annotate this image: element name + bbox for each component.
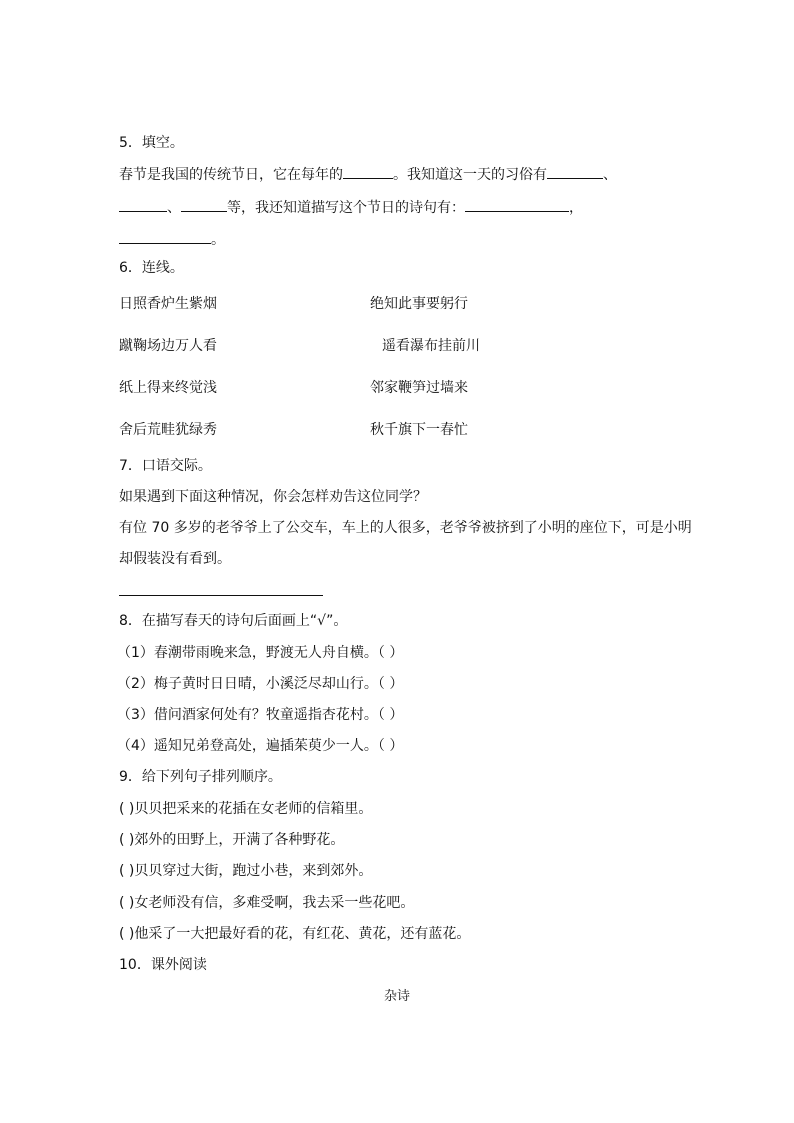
q5-text-4: 、 bbox=[167, 200, 181, 216]
q5-blank-custom-3[interactable] bbox=[181, 197, 227, 212]
q7-scenario-2: 却假装没有看到。 bbox=[119, 551, 231, 567]
q6-right-2[interactable]: 遥看瀑布挂前川 bbox=[382, 338, 480, 354]
q8-item-4[interactable]: （4）遥知兄弟登高处，遍插茱萸少一人。（ ） bbox=[117, 738, 404, 754]
q6-left-1[interactable]: 日照香炉生紫烟 bbox=[119, 296, 217, 312]
q6-right-3[interactable]: 邻家鞭笋过墙来 bbox=[370, 380, 468, 396]
q5-line-2 bbox=[119, 197, 583, 218]
q5-blank-custom-1[interactable] bbox=[547, 164, 603, 179]
q7-scenario-1: 有位 70 多岁的老爷爷上了公交车，车上的人很多，老爷爷被挤到了小明的座位下，可是小明 bbox=[119, 520, 692, 536]
q5-blank-date[interactable] bbox=[343, 164, 393, 179]
q5-text-2: 。我知道这一天的习俗有 bbox=[393, 167, 547, 183]
q5-text-5: 等，我还知道描写这个节日的诗句有： bbox=[227, 200, 465, 216]
q5-text-6: ， bbox=[569, 200, 583, 216]
q8-item-1[interactable]: （1）春潮带雨晚来急，野渡无人舟自横。（ ） bbox=[117, 645, 404, 661]
q5-title: 5．填空。 bbox=[119, 135, 184, 151]
q7-answer-line[interactable] bbox=[119, 595, 323, 596]
q9-title: 9．给下列句子排列顺序。 bbox=[119, 769, 282, 785]
q8-item-2[interactable]: （2）梅子黄时日日晴，小溪泛尽却山行。（ ） bbox=[117, 676, 404, 692]
q6-title: 6．连线。 bbox=[119, 260, 184, 276]
q5-text-1: 春节是我国的传统节日，它在每年的 bbox=[119, 167, 343, 183]
q5-line-3 bbox=[119, 229, 225, 250]
q8-title: 8．在描写春天的诗句后面画上“√”。 bbox=[119, 613, 348, 629]
q10-poem-title: 杂诗 bbox=[383, 989, 410, 1004]
q5-line-1 bbox=[119, 164, 617, 185]
q6-left-2[interactable]: 蹴鞠场边万人看 bbox=[119, 338, 217, 354]
q7-title: 7．口语交际。 bbox=[119, 458, 212, 474]
q6-left-3[interactable]: 纸上得来终觉浅 bbox=[119, 380, 217, 396]
q6-left-4[interactable]: 舍后荒畦犹绿秀 bbox=[119, 422, 217, 438]
q6-right-1[interactable]: 绝知此事要躬行 bbox=[370, 296, 468, 312]
q10-title: 10．课外阅读 bbox=[119, 957, 207, 973]
q9-item-4[interactable]: ( )女老师没有信，多难受啊，我去采一些花吧。 bbox=[119, 895, 415, 911]
q5-blank-poem-2[interactable] bbox=[119, 229, 211, 244]
q5-text-3: 、 bbox=[603, 167, 617, 183]
q9-item-3[interactable]: ( )贝贝穿过大街，跑过小巷，来到郊外。 bbox=[119, 863, 373, 879]
q5-text-7: 。 bbox=[211, 232, 225, 248]
q6-right-4[interactable]: 秋千旗下一春忙 bbox=[370, 422, 468, 438]
q9-item-1[interactable]: ( )贝贝把采来的花插在女老师的信箱里。 bbox=[119, 801, 373, 817]
q5-blank-poem-1[interactable] bbox=[465, 197, 569, 212]
q8-item-3[interactable]: （3）借问酒家何处有？牧童遥指杏花村。（ ） bbox=[117, 707, 404, 723]
q5-blank-custom-2[interactable] bbox=[119, 197, 167, 212]
q7-prompt: 如果遇到下面这种情况，你会怎样劝告这位同学？ bbox=[119, 489, 427, 505]
q9-item-5[interactable]: ( )他采了一大把最好看的花，有红花、黄花，还有蓝花。 bbox=[119, 926, 471, 942]
q9-item-2[interactable]: ( )郊外的田野上，开满了各种野花。 bbox=[119, 832, 345, 848]
